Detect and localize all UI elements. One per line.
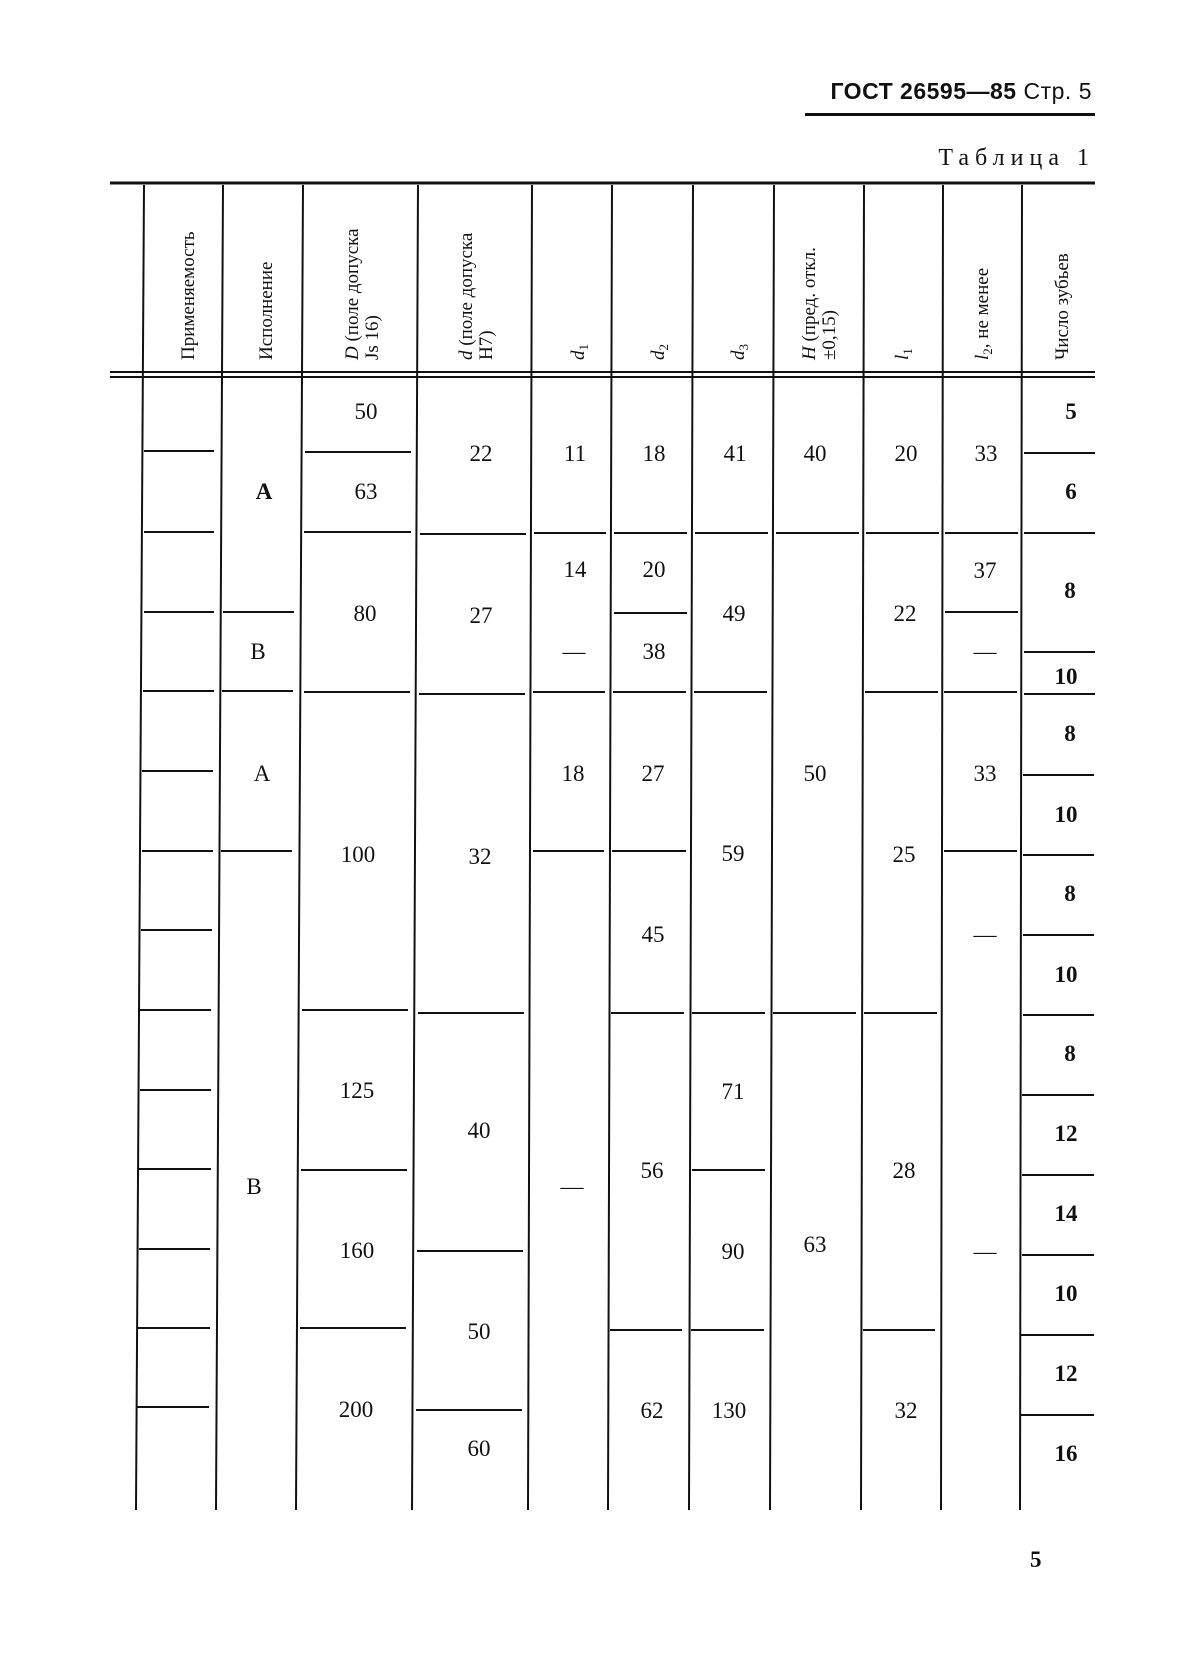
cell-d1: 18 <box>561 761 585 786</box>
cell-d2: 18 <box>642 441 666 466</box>
header-H: H (пред. откл. <box>799 247 820 360</box>
cell-d3: 59 <box>721 841 745 866</box>
cell-H: 63 <box>803 1232 827 1257</box>
cell-teeth: 8 <box>1064 1041 1076 1066</box>
header-d-tolerance: H7) <box>476 330 497 360</box>
cell-teeth: 8 <box>1064 881 1076 906</box>
cell-d: 22 <box>469 441 493 466</box>
cell-d: 27 <box>469 603 493 628</box>
cell-d: 50 <box>467 1319 491 1344</box>
cell-D: 50 <box>354 399 378 424</box>
table-body <box>246 399 1078 1466</box>
cell-H: 40 <box>803 441 827 466</box>
header-d3: $d_3$ <box>728 344 751 360</box>
cell-D: 160 <box>339 1238 375 1263</box>
cell-l2: — <box>973 1239 997 1264</box>
header-d: d (поле допуска <box>456 232 477 360</box>
cell-d3: 49 <box>722 601 746 626</box>
cell-D: 100 <box>340 842 376 867</box>
cell-l2: 33 <box>973 761 997 786</box>
cell-d2: 56 <box>640 1158 664 1183</box>
header-l1: $l_1$ <box>892 348 915 360</box>
cell-D: 80 <box>353 601 377 626</box>
cell-D: 63 <box>354 479 378 504</box>
header-version: Исполнение <box>256 261 277 360</box>
header-d2: $d_2$ <box>648 344 671 360</box>
cell-version: А <box>255 479 273 504</box>
cell-l2: — <box>973 922 997 947</box>
cell-d: 40 <box>467 1118 491 1143</box>
cell-l1: 20 <box>894 441 918 466</box>
cell-teeth: 10 <box>1054 962 1078 987</box>
cell-teeth: 12 <box>1054 1121 1078 1146</box>
cell-d3: 130 <box>711 1398 747 1423</box>
cell-l2: — <box>973 639 997 664</box>
cell-d1: 14 <box>563 557 587 582</box>
cell-teeth: 5 <box>1065 399 1077 424</box>
header-H-deviation: ±0,15) <box>819 309 840 360</box>
cell-teeth: 8 <box>1064 578 1076 603</box>
column-headers <box>178 228 1073 361</box>
header-D-tolerance: Js 16) <box>362 315 383 360</box>
cell-D: 125 <box>339 1078 375 1103</box>
cell-l1: 22 <box>893 601 917 626</box>
header-D: D (поле допуска <box>342 228 363 360</box>
page-label: Стр. 5 <box>1023 78 1092 104</box>
cell-version: В <box>246 1174 262 1199</box>
table-caption: Таблица 1 <box>938 145 1095 171</box>
cell-d: 32 <box>468 844 492 869</box>
row-dividers <box>137 451 1095 1415</box>
header-teeth: Число зубьев <box>1052 253 1073 360</box>
cell-l1: 25 <box>892 842 916 867</box>
cell-d1: — <box>560 1174 584 1199</box>
cell-H: 50 <box>803 761 827 786</box>
header-applicability: Применяемость <box>178 231 199 360</box>
cell-d: 60 <box>467 1436 491 1461</box>
cell-d2: 45 <box>641 922 665 947</box>
cell-d1: — <box>562 639 586 664</box>
cell-teeth: 12 <box>1054 1361 1078 1386</box>
cell-teeth: 16 <box>1054 1441 1078 1466</box>
cell-D: 200 <box>338 1397 374 1422</box>
standard-number: ГОСТ 26595—85 <box>830 78 1017 104</box>
cell-d2: 38 <box>642 639 666 664</box>
cell-version: В <box>250 639 266 664</box>
cell-version: А <box>253 761 271 786</box>
column-lines <box>136 185 1022 1510</box>
cell-d2: 20 <box>642 557 666 582</box>
cell-d3: 41 <box>723 441 747 466</box>
cell-teeth: 10 <box>1054 802 1078 827</box>
cell-teeth: 14 <box>1054 1201 1078 1226</box>
cell-l2: 37 <box>973 558 997 583</box>
cell-teeth: 8 <box>1064 721 1076 746</box>
cell-l1: 28 <box>892 1158 916 1183</box>
cell-teeth: 10 <box>1054 1281 1078 1306</box>
cell-d3: 90 <box>721 1239 745 1264</box>
cell-l2: 33 <box>974 441 998 466</box>
page-number: 5 <box>1030 1547 1042 1572</box>
cell-d2: 27 <box>641 761 665 786</box>
header-d1: $d_1$ <box>568 344 591 360</box>
cell-d3: 71 <box>721 1079 745 1104</box>
header-l2: $l_2$, не менее <box>972 267 995 360</box>
cell-teeth: 6 <box>1065 479 1077 504</box>
cell-d2: 62 <box>640 1398 664 1423</box>
cell-d1: 11 <box>563 441 587 466</box>
cell-teeth: 10 <box>1054 664 1078 689</box>
cell-l1: 32 <box>894 1398 918 1423</box>
